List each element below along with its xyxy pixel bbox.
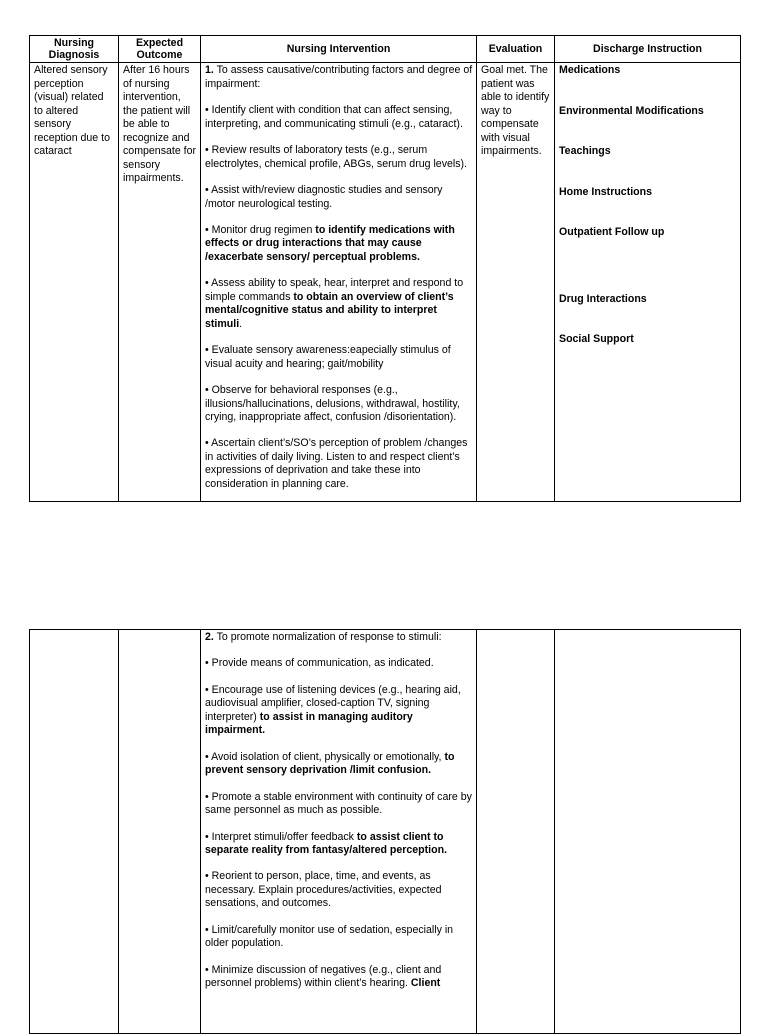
section-number: 2. (205, 631, 214, 643)
section-number: 1. (205, 64, 214, 77)
intervention-text: • Ascertain client’s/SO’s perception of problem /changes in activities of daily living. Listen to and respect client’s expressions of deprivation and take these into consideration in planning care. (205, 437, 468, 490)
discharge-item: Environmental Modifications (559, 104, 704, 117)
discharge-list (559, 64, 737, 346)
section-heading (205, 64, 473, 91)
evaluation-cell (477, 63, 555, 502)
care-plan-table (29, 35, 741, 502)
intervention-list (205, 104, 473, 491)
intervention-text: • Assist with/review diagnostic studies and sensory /motor neurological testing. (205, 184, 443, 210)
discharge-cell-empty (555, 630, 741, 1034)
list-item (205, 437, 473, 491)
discharge-item: Home Instructions (559, 185, 653, 198)
list-item (205, 184, 473, 211)
header-discharge-instruction: Discharge Instruction (555, 36, 741, 63)
intervention-rationale: to assist client to separate reality from fantasy/altered perception. (205, 830, 447, 856)
list-item (205, 657, 473, 670)
care-plan-table-continued (29, 629, 741, 1034)
header-expected-outcome: Expected Outcome (119, 36, 201, 63)
list-item (205, 277, 473, 331)
evaluation-text: Goal met. The patient was able to identify way to compensate with visual impairments. (481, 64, 550, 158)
intervention-rationale: to identify medications with effects or drug interactions that may cause /exacerbate sensory/ perceptual problems. (205, 223, 455, 263)
outcome-cell-empty (119, 630, 201, 1034)
intervention-cell (201, 630, 477, 1034)
section-heading (205, 631, 473, 644)
intervention-rationale: to obtain an overview of client’s mental/cognitive status and ability to interpret stimuli (205, 290, 454, 330)
discharge-item: Outpatient Follow up (559, 226, 665, 239)
diagnosis-text: Altered sensory perception (visual) related to altered sensory reception due to cataract (34, 64, 110, 158)
intervention-text: • Encourage use of listening devices (e.g., hearing aid, audiovisual amplifier, closed-caption TV, signing interpreter) (205, 683, 461, 723)
table-row (30, 63, 741, 502)
list-item (205, 104, 473, 131)
intervention-text: • Review results of laboratory tests (e.g., serum electrolytes, chemical profile, ABGs, serum drug levels). (205, 144, 467, 170)
list-item (205, 831, 473, 858)
section-heading-text: To assess causative/contributing factors and degree of impairment: (205, 64, 473, 90)
list-item (205, 684, 473, 738)
intervention-text: • Interpret stimuli/offer feedback (205, 830, 357, 843)
list-item (205, 224, 473, 264)
discharge-item: Teachings (559, 145, 611, 158)
list-item (205, 384, 473, 424)
diagnosis-cell-empty (30, 630, 119, 1034)
section-heading-text: To promote normalization of response to stimuli: (213, 631, 442, 643)
intervention-text: • Reorient to person, place, time, and events, as necessary. Explain procedures/activities, expected sensations, and outcomes. (205, 870, 442, 910)
list-item (205, 344, 473, 371)
table-row (30, 630, 741, 1034)
intervention-tail: . (239, 317, 243, 330)
intervention-text: • Evaluate sensory awareness:eapecially stimulus of visual acuity and hearing; gait/mobility (205, 344, 451, 370)
intervention-text: • Minimize discussion of negatives (e.g., client and personnel problems) within client’s hearing. (205, 963, 442, 990)
list-item (205, 870, 473, 910)
evaluation-cell-empty (477, 630, 555, 1034)
intervention-rationale: to prevent sensory deprivation /limit confusion. (205, 750, 455, 777)
header-evaluation: Evaluation (477, 36, 555, 63)
intervention-list (205, 657, 473, 990)
intervention-text: • Provide means of communication, as indicated. (205, 657, 434, 670)
list-item (205, 791, 473, 818)
intervention-text: • Avoid isolation of client, physically or emotionally, (205, 750, 445, 763)
intervention-cell (201, 63, 477, 502)
discharge-item: Medications (559, 64, 621, 77)
outcome-text: After 16 hours of nursing intervention, the patient will be able to recognize and compensate for sensory impairments. (123, 64, 197, 184)
header-nursing-intervention: Nursing Intervention (201, 36, 477, 63)
intervention-text: • Limit/carefully monitor use of sedation, especially in older population. (205, 923, 454, 950)
discharge-cell (555, 63, 741, 502)
diagnosis-cell (30, 63, 119, 502)
list-item (205, 924, 473, 951)
intervention-text: • Assess ability to speak, hear, interpret and respond to simple commands (205, 277, 464, 303)
header-nursing-diagnosis: Nursing Diagnosis (30, 36, 119, 63)
outcome-cell (119, 63, 201, 502)
list-item (205, 964, 473, 991)
intervention-text: • Monitor drug regimen (205, 223, 316, 236)
discharge-item: Drug Interactions (559, 292, 647, 305)
intervention-text: • Observe for behavioral responses (e.g., illusions/hallucinations, delusions, withdrawal, hostility, crying, inappropriate affect, confusion /disorientation). (205, 384, 460, 423)
intervention-rationale: Client (410, 977, 441, 990)
list-item (205, 751, 473, 778)
header-row (30, 36, 741, 63)
list-item (205, 144, 473, 171)
intervention-rationale: to assist in managing auditory impairment. (205, 710, 413, 737)
intervention-text: • Identify client with condition that can affect sensing, interpreting, and communicating stimuli (e.g., cataract). (205, 104, 463, 130)
discharge-item: Social Support (559, 333, 634, 346)
intervention-text: • Promote a stable environment with continuity of care by same personnel as much as possible. (205, 790, 472, 817)
